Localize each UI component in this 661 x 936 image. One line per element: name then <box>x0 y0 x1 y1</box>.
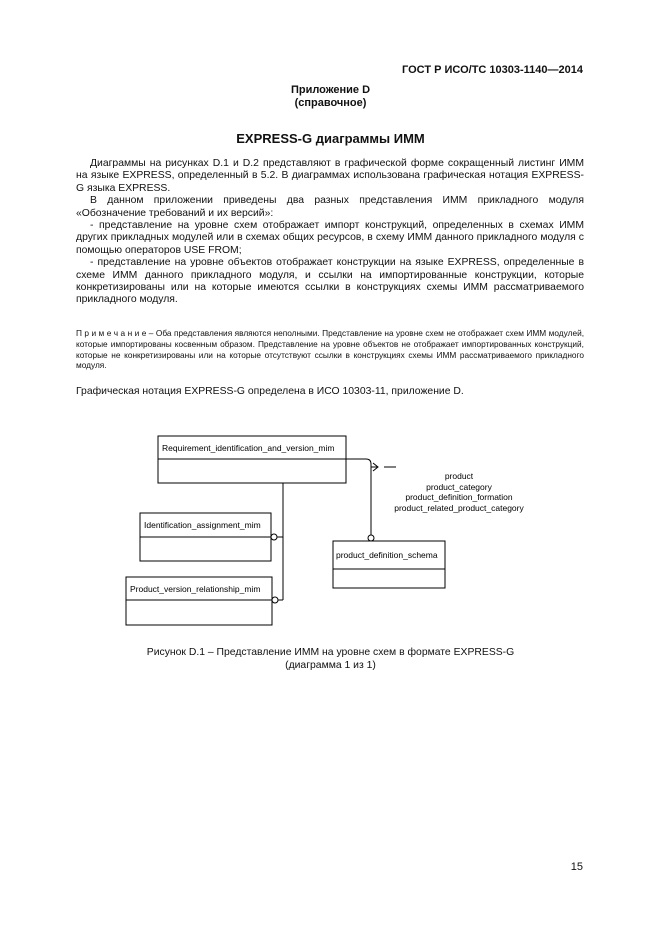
product-definition-end-circle <box>368 535 374 541</box>
paragraph-4: - представление на уровне объектов отображает конструкции на языке EXPRESS, определенные в схеме ИММ данного прикладного модуля, и ссылки на импортированные конструкции, которые конкретизированы или на которые имеются ссылки в конструкциях схемы ИММ рассматриваемого прикладного модуля. <box>76 257 584 306</box>
note-text: Оба представления являются неполными. Представление на уровне схем не отображает схем ИММ модулей, которые импортированы косвенным образом. Представление на уровне объектов не отображает импортированных конструкций, которые не конкретизированы или на которые отсутствуют ссылки в конструкциях схемы ИММ рассматриваемого прикладного модуля. <box>76 328 585 371</box>
note-dash: – <box>148 328 154 338</box>
annex-title: Приложение D <box>290 84 371 96</box>
page-number: 15 <box>570 861 583 873</box>
reference-labels <box>394 471 524 513</box>
product-version-end-circle <box>272 597 278 603</box>
paragraph-1: Диаграммы на рисунках D.1 и D.2 представляют в графической форме сокращенный листинг ИММ на языке EXPRESS, определенный в 5.2. В диаграммах использована графическая нотация EXPRESS-G языка EXPRESS. <box>76 158 584 194</box>
ref-label-product: product <box>444 471 474 481</box>
schema-name-product-definition: product_definition_schema <box>336 550 438 560</box>
schema-box-product-definition <box>333 541 445 588</box>
ref-label-product-definition-formation: product_definition_formation <box>405 492 513 502</box>
ref-label-product-related-product-category: product_related_product_category <box>394 503 524 513</box>
figure-caption <box>0 646 661 672</box>
schema-box-requirement <box>158 436 346 483</box>
figure-caption-line-1: Рисунок D.1 – Представление ИММ на уровне схем в формате EXPRESS-G <box>146 647 515 658</box>
schema-name-product-version: Product_version_relationship_mim <box>130 584 261 594</box>
notation-reference: Графическая нотация EXPRESS-G определена в ИСО 10303-11, приложение D. <box>76 386 464 397</box>
connector-product-definition <box>346 459 371 541</box>
document-standard-header: ГОСТ Р ИСО/ТС 10303-1140—2014 <box>402 64 583 76</box>
figure-caption-line-2: (диаграмма 1 из 1) <box>285 660 376 671</box>
schema-box-product-version <box>126 577 272 625</box>
ref-label-product-category: product_category <box>426 482 492 492</box>
note-label: П р и м е ч а н и е <box>76 328 147 338</box>
schema-name-requirement: Requirement_identification_and_version_mim <box>162 443 335 453</box>
paragraph-2: В данном приложении приведены два разных представления ИММ прикладного модуля «Обозначение требований и их версий»: <box>76 195 584 219</box>
section-title: EXPRESS-G диаграммы ИММ <box>236 131 425 146</box>
paragraph-3: - представление на уровне схем отображает импорт конструкций, определенных в схемах ИММ других прикладных модулей или в схемах общих ресурсов, в схему ИММ данного прикладного модуля с помощью операторов USE FROM; <box>76 220 584 256</box>
schema-box-identification <box>140 513 271 561</box>
identification-end-circle <box>271 534 277 540</box>
annex-subtitle: (справочное) <box>294 97 367 109</box>
schema-name-identification: Identification_assignment_mim <box>144 520 261 530</box>
